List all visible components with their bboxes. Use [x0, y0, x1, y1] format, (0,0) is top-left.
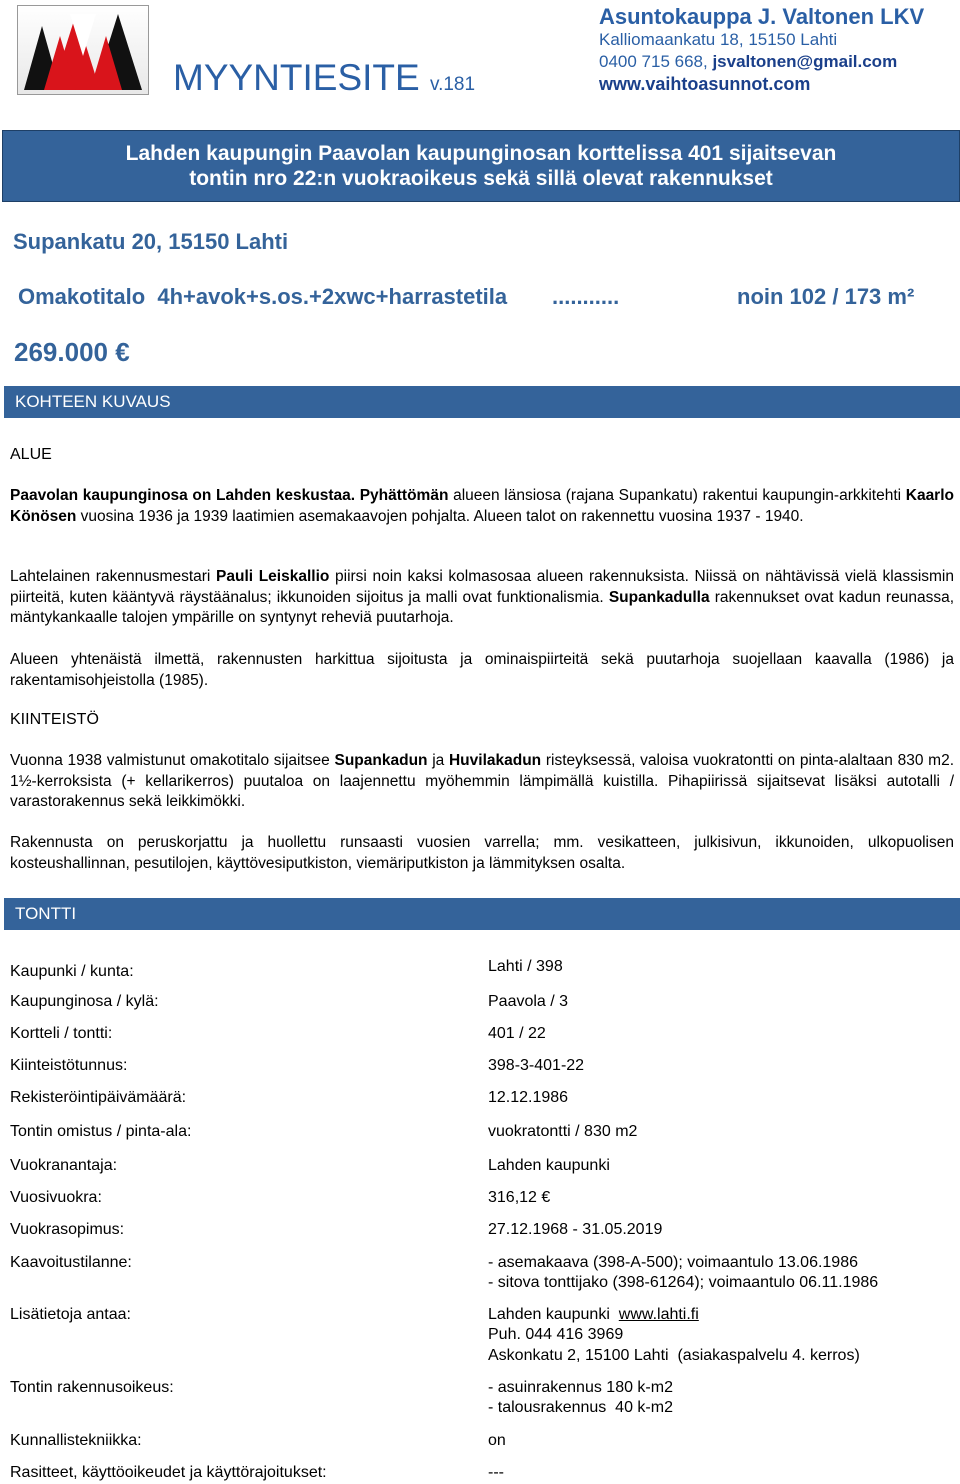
tontti-label: Vuokranantaja:: [10, 1157, 118, 1174]
arch-supankatu: Supankadulla: [608, 588, 710, 606]
arch-text-3: rakennukset ovat kadun reunassa, mäntykankaalle talojen ympärille on syntynyt reheviä puutarhoja.: [10, 588, 954, 626]
property-dots: ...........: [552, 284, 620, 309]
agency-contact: [599, 51, 960, 73]
heading-kiinteisto: KIINTEISTÖ: [10, 711, 99, 728]
tontti-value: Paavola / 3: [488, 993, 569, 1010]
area-text-1: alueen länsiosa (rajana Supankatu) rakentui kaupungin-arkkitehti: [448, 487, 906, 504]
paragraph-architecture: [10, 567, 954, 629]
tontti-value: - asemakaava (398-A-500); voimaantulo 13.06.1986: [488, 1254, 858, 1271]
tontti-value: 27.12.1968 - 31.05.2019: [488, 1221, 663, 1238]
tontti-value: Lahden kaupunki: [488, 1157, 610, 1174]
banner-line-2: tontin nro 22:n vuokraoikeus sekä sillä olevat rakennukset: [189, 167, 773, 190]
agency-phone: 0400 715 668,: [599, 52, 708, 71]
property-price: 269.000 €: [14, 337, 130, 367]
tontti-label: Kunnallistekniikka:: [10, 1432, 142, 1449]
contact-website-link[interactable]: www.lahti.fi: [618, 1306, 699, 1323]
tontti-label: Vuokrasopimus:: [10, 1221, 125, 1238]
arch-builder: Pauli Leiskallio: [216, 568, 330, 585]
prop-text-3: risteyksessä, valoisa vuokratontti on pinta-alaltaan 830 m2. 1½-kerroksista (+ kellarikerros) puutaloa on laajennettu myöhemmin lämpimällä kuistilla. Pihapiirissä sijaitsevat lisäksi autotalli / varastorakennus sekä leikkimökki.: [10, 752, 954, 810]
agency-name: Asuntokauppa J. Valtonen LKV: [599, 4, 925, 29]
document-title: [173, 58, 475, 105]
tontti-label: Tontin rakennusoikeus:: [10, 1379, 174, 1396]
paragraph-protection: Alueen yhtenäistä ilmettä, rakennusten harkittua sijoitusta ja ominaispiirteitä sekä puutarhoja suojellaan kaavalla (1986) ja rakentamisohjeistolla (1985).: [10, 651, 954, 689]
tontti-label: Kaavoitustilanne:: [10, 1254, 132, 1271]
heading-alue: ALUE: [10, 446, 52, 463]
tontti-label: Vuosivuokra:: [10, 1189, 102, 1206]
contact-city: Lahden kaupunki: [488, 1306, 610, 1323]
prop-text-2: ja: [427, 752, 449, 769]
property-type: Omakotitalo 4h+avok+s.os.+2xwc+harrastetila: [18, 284, 508, 309]
tontti-value: on: [488, 1432, 506, 1449]
area-architect: Kaarlo Könösen: [10, 487, 954, 525]
title-banner: [2, 130, 960, 202]
arch-text-1: Lahtelainen rakennusmestari: [10, 568, 217, 585]
area-intro-bold: Paavolan kaupunginosa on Lahden keskustaa.: [10, 487, 356, 504]
property-address: Supankatu 20, 15150 Lahti: [13, 229, 289, 254]
tontti-label: Kortteli / tontti:: [10, 1025, 113, 1042]
prop-text-1: Vuonna 1938 valmistunut omakotitalo sijaitsee: [10, 752, 335, 769]
tontti-value: 316,12 €: [488, 1189, 551, 1206]
tontti-value: 12.12.1986: [488, 1089, 569, 1106]
tontti-label: Kaupunki / kunta:: [10, 963, 134, 980]
prop-street-2: Huvilakadun: [448, 752, 542, 769]
tontti-value: 401 / 22: [488, 1025, 546, 1042]
section-kohteen-kuvaus: KOHTEEN KUVAUS: [4, 386, 960, 418]
paragraph-area-intro: [10, 486, 954, 527]
property-area: noin 102 / 173 m²: [737, 284, 915, 309]
contact-phone: Puh. 044 416 3969: [488, 1326, 624, 1343]
tontti-label: Rekisteröintipäivämäärä:: [10, 1089, 187, 1106]
tontti-value: 398-3-401-22: [488, 1057, 585, 1074]
agency-address: Kalliomaankatu 18, 15150 Lahti: [599, 30, 838, 49]
agency-logo: [17, 5, 149, 95]
tontti-value: ---: [488, 1464, 504, 1481]
document-version: v.181: [429, 74, 476, 95]
area-text-2: vuosina 1936 ja 1939 laatimien asemakaavojen pohjalta. Alueen talot on rakennettu vuosina 1937 - 1940.: [76, 507, 804, 525]
tontti-label: Lisätietoja antaa:: [10, 1306, 131, 1323]
tontti-value: vuokratontti / 830 m2: [488, 1123, 638, 1140]
prop-street-1: Supankadun: [334, 752, 428, 769]
tontti-value: - sitova tonttijako (398-61264); voimaantulo 06.11.1986: [488, 1274, 879, 1291]
tontti-value: [488, 1305, 699, 1326]
arch-text-2: piirsi noin kaksi kolmasosaa alueen rakennuksista. Niissä on nähtävissä vielä klassismin piirteitä, kuten kääntyvä räystäänalus; ikkunoiden sijoitus ja malli ovat funktionalismia.: [10, 568, 954, 606]
paragraph-property: [10, 751, 954, 813]
area-pyhattoman: Pyhättömän: [359, 487, 449, 504]
banner-line-1: Lahden kaupungin Paavolan kaupunginosan korttelissa 401 sijaitsevan: [125, 142, 837, 165]
paragraph-renovation: Rakennusta on peruskorjattu ja huollettu runsaasti vuosien varrella; mm. vesikatteen, julkisivun, ikkunoiden, ulkopuolisen kosteushallinnan, pesutilojen, käyttövesiputkiston, viemäriputkiston ja lämmityksen osalta.: [10, 834, 954, 872]
contact-address: Askonkatu 2, 15100 Lahti (asiakaspalvelu 4. kerros): [488, 1347, 860, 1364]
tontti-label: Tontin omistus / pinta-ala:: [10, 1123, 192, 1140]
tontti-value: - asuinrakennus 180 k-m2: [488, 1379, 673, 1396]
agency-email[interactable]: jsvaltonen@gmail.com: [712, 52, 898, 71]
tontti-label: Kiinteistötunnus:: [10, 1057, 128, 1074]
agency-website[interactable]: www.vaihtoasunnot.com: [599, 74, 811, 94]
tontti-label: Rasitteet, käyttöoikeudet ja käyttörajoitukset:: [10, 1464, 327, 1481]
section-tontti: TONTTI: [4, 898, 960, 930]
agency-info: [599, 5, 960, 95]
tontti-label: Kaupunginosa / kylä:: [10, 993, 159, 1010]
document-title-text: MYYNTIESITE: [173, 57, 420, 98]
tontti-value: Lahti / 398: [488, 958, 563, 975]
tontti-value: - talousrakennus 40 k-m2: [488, 1399, 673, 1416]
